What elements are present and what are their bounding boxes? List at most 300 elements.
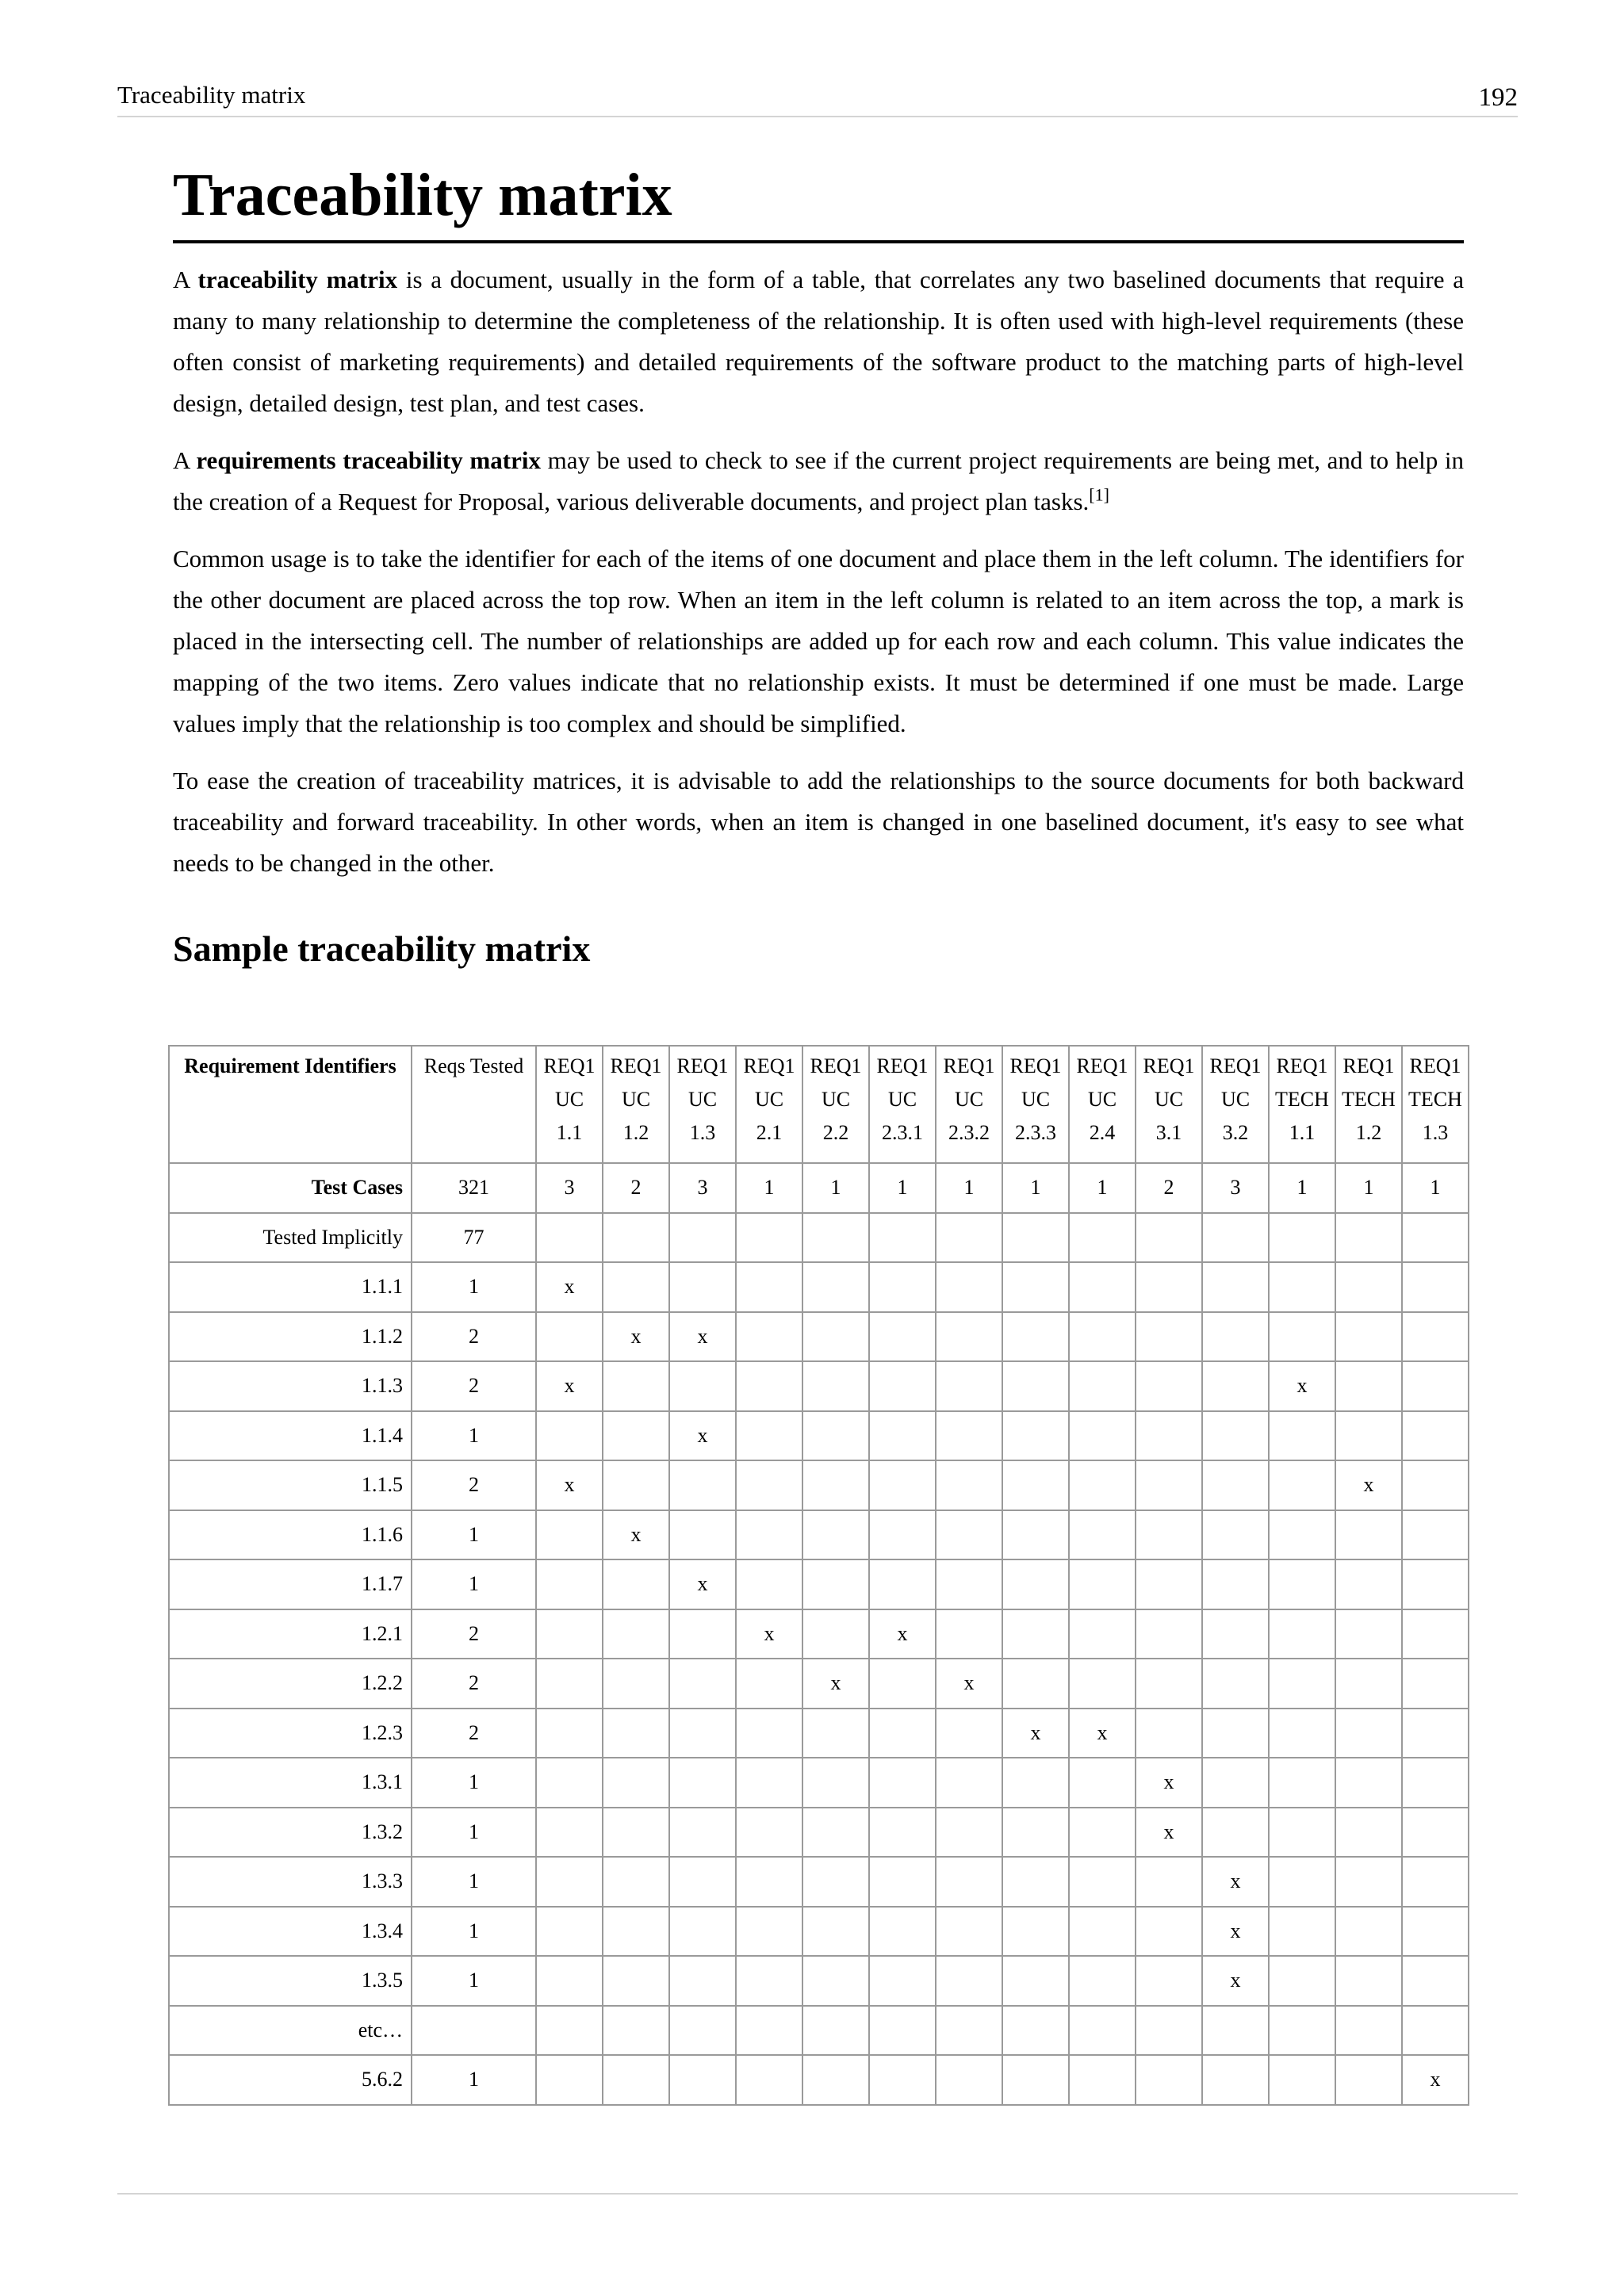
matrix-cell xyxy=(603,1758,669,1808)
matrix-cell xyxy=(1202,1659,1269,1709)
row-identifier: Test Cases xyxy=(169,1163,412,1213)
matrix-cell xyxy=(669,1361,736,1411)
matrix-cell xyxy=(1269,1411,1335,1461)
matrix-cell xyxy=(669,1510,736,1560)
matrix-cell xyxy=(1402,1659,1469,1709)
matrix-cell xyxy=(1335,1411,1402,1461)
section-heading: Sample traceability matrix xyxy=(173,928,591,969)
matrix-cell xyxy=(802,1956,869,2006)
matrix-cell xyxy=(1269,1956,1335,2006)
matrix-cell xyxy=(869,1659,936,1709)
running-header xyxy=(117,79,1518,117)
row-identifier: 1.2.3 xyxy=(169,1709,412,1758)
column-header-line: REQ1 xyxy=(610,1054,662,1077)
matrix-cell xyxy=(936,1956,1002,2006)
column-header-line: UC xyxy=(688,1088,718,1111)
matrix-cell: x xyxy=(936,1659,1002,1709)
matrix-cell xyxy=(1402,1312,1469,1362)
matrix-cell xyxy=(1335,1907,1402,1957)
matrix-cell: 1 xyxy=(736,1163,802,1213)
matrix-cell xyxy=(802,1758,869,1808)
corner-header: Requirement Identifiers xyxy=(169,1046,412,1163)
matrix-cell xyxy=(1002,1857,1069,1907)
matrix-cell xyxy=(1335,1312,1402,1362)
table-row xyxy=(169,1559,1469,1609)
matrix-cell xyxy=(869,1411,936,1461)
matrix-cell xyxy=(802,1559,869,1609)
matrix-cell xyxy=(1136,1213,1202,1263)
matrix-cell xyxy=(736,1956,802,2006)
matrix-cell xyxy=(869,1361,936,1411)
matrix-cell xyxy=(1002,1609,1069,1659)
reqs-tested-cell: 2 xyxy=(412,1361,536,1411)
reqs-tested-cell: 1 xyxy=(412,1510,536,1560)
row-identifier: 1.1.1 xyxy=(169,1262,412,1312)
matrix-cell: x xyxy=(1202,1857,1269,1907)
matrix-cell xyxy=(936,1312,1002,1362)
column-header xyxy=(669,1046,736,1163)
matrix-cell xyxy=(1402,1510,1469,1560)
matrix-cell xyxy=(936,2006,1002,2056)
column-header-line: REQ1 xyxy=(543,1054,596,1077)
matrix-cell xyxy=(802,1510,869,1560)
matrix-cell xyxy=(1002,1907,1069,1957)
matrix-cell: x xyxy=(603,1312,669,1362)
matrix-cell xyxy=(1202,1460,1269,1510)
column-header-line: REQ1 xyxy=(1409,1054,1461,1077)
matrix-cell xyxy=(736,1411,802,1461)
matrix-cell xyxy=(936,1411,1002,1461)
matrix-cell: x xyxy=(802,1659,869,1709)
matrix-cell xyxy=(1335,1609,1402,1659)
term-traceability-matrix: traceability matrix xyxy=(197,265,398,293)
matrix-cell xyxy=(603,1808,669,1858)
matrix-cell xyxy=(669,1857,736,1907)
matrix-cell: 1 xyxy=(1335,1163,1402,1213)
p2-rest: may be used to check to see if the current project requirements are being met, and to help in the creation of a Request for Proposal, various deliverable documents, and project plan tasks. xyxy=(173,446,1465,515)
row-identifier: 1.1.3 xyxy=(169,1361,412,1411)
table-header-row xyxy=(169,1046,1469,1163)
matrix-cell xyxy=(869,2055,936,2105)
matrix-cell xyxy=(1202,2055,1269,2105)
matrix-cell xyxy=(1335,1956,1402,2006)
matrix-cell xyxy=(536,1808,603,1858)
matrix-cell xyxy=(802,1808,869,1858)
column-header xyxy=(936,1046,1002,1163)
footer-rule xyxy=(117,2193,1518,2195)
matrix-cell xyxy=(1069,1808,1136,1858)
matrix-cell xyxy=(869,1312,936,1362)
column-header-line: UC xyxy=(821,1088,851,1111)
matrix-cell xyxy=(802,2055,869,2105)
row-identifier: 1.1.4 xyxy=(169,1411,412,1461)
reqs-tested-cell: 2 xyxy=(412,1709,536,1758)
matrix-cell xyxy=(1069,2055,1136,2105)
matrix-cell xyxy=(1335,1262,1402,1312)
matrix-cell xyxy=(1402,1808,1469,1858)
matrix-cell xyxy=(603,1857,669,1907)
matrix-cell xyxy=(536,1857,603,1907)
matrix-cell xyxy=(869,2006,936,2056)
matrix-cell: x xyxy=(1136,1808,1202,1858)
matrix-cell xyxy=(1269,1262,1335,1312)
matrix-cell: x xyxy=(1269,1361,1335,1411)
matrix-cell xyxy=(1136,1460,1202,1510)
matrix-cell xyxy=(669,1659,736,1709)
matrix-cell xyxy=(869,1559,936,1609)
reqs-tested-cell: 2 xyxy=(412,1609,536,1659)
column-header-line: REQ1 xyxy=(810,1054,862,1077)
reqs-tested-cell: 1 xyxy=(412,1411,536,1461)
matrix-cell xyxy=(802,2006,869,2056)
matrix-cell xyxy=(736,1907,802,1957)
column-header-line: 3.2 xyxy=(1222,1121,1249,1144)
matrix-cell xyxy=(536,1956,603,2006)
column-header xyxy=(1136,1046,1202,1163)
matrix-cell xyxy=(536,2006,603,2056)
table-row xyxy=(169,1262,1469,1312)
matrix-cell xyxy=(669,1262,736,1312)
matrix-cell xyxy=(536,1609,603,1659)
matrix-cell xyxy=(669,1609,736,1659)
matrix-cell xyxy=(1269,2055,1335,2105)
matrix-cell xyxy=(1335,1559,1402,1609)
matrix-cell xyxy=(1269,1559,1335,1609)
matrix-cell xyxy=(669,1808,736,1858)
row-identifier: 1.3.4 xyxy=(169,1907,412,1957)
matrix-cell xyxy=(736,1213,802,1263)
column-header xyxy=(1335,1046,1402,1163)
running-title: Traceability matrix xyxy=(117,81,306,109)
matrix-cell xyxy=(536,1709,603,1758)
matrix-cell xyxy=(936,1709,1002,1758)
matrix-cell xyxy=(1402,1213,1469,1263)
column-header-line: UC xyxy=(1021,1088,1051,1111)
column-header-line: REQ1 xyxy=(676,1054,729,1077)
matrix-cell xyxy=(802,1460,869,1510)
table-row xyxy=(169,1460,1469,1510)
reqs-tested-header: Reqs Tested xyxy=(412,1046,536,1163)
column-header-line: REQ1 xyxy=(1342,1054,1395,1077)
p1-rest: is a document, usually in the form of a table, that correlates any two baselined documents that require a many to many relationship to determine the completeness of the relationship. It is often used with high-level requirements (these often consist of marketing requirements) and detailed requirements of the software product to the matching parts of high-level design, detailed design, test plan, and test cases. xyxy=(173,265,1464,417)
matrix-cell xyxy=(1002,1808,1069,1858)
reqs-tested-cell: 1 xyxy=(412,1956,536,2006)
matrix-cell xyxy=(603,1609,669,1659)
matrix-cell xyxy=(1269,1709,1335,1758)
matrix-cell xyxy=(1136,1559,1202,1609)
column-header xyxy=(536,1046,603,1163)
matrix-cell xyxy=(1069,1411,1136,1461)
matrix-cell xyxy=(936,1857,1002,1907)
matrix-cell xyxy=(1069,1956,1136,2006)
matrix-cell xyxy=(1002,1460,1069,1510)
matrix-cell xyxy=(1002,1213,1069,1263)
matrix-cell xyxy=(1136,1609,1202,1659)
column-header-line: 2.1 xyxy=(756,1121,783,1144)
matrix-cell xyxy=(1002,1262,1069,1312)
matrix-cell: 2 xyxy=(603,1163,669,1213)
article-body xyxy=(173,163,1464,970)
matrix-cell xyxy=(1069,1460,1136,1510)
matrix-cell: x xyxy=(536,1460,603,1510)
matrix-cell xyxy=(1402,1956,1469,2006)
matrix-cell xyxy=(802,1857,869,1907)
matrix-cell xyxy=(1402,1907,1469,1957)
matrix-cell: 1 xyxy=(869,1163,936,1213)
column-header-line: REQ1 xyxy=(743,1054,795,1077)
column-header-line: TECH xyxy=(1275,1088,1329,1111)
column-header-line: REQ1 xyxy=(1009,1054,1062,1077)
matrix-cell xyxy=(1402,1857,1469,1907)
matrix-cell xyxy=(802,1262,869,1312)
matrix-cell xyxy=(1202,1312,1269,1362)
matrix-cell xyxy=(736,1857,802,1907)
matrix-cell xyxy=(1002,1659,1069,1709)
matrix-cell xyxy=(603,1659,669,1709)
matrix-cell xyxy=(1002,1510,1069,1560)
matrix-cell xyxy=(869,1709,936,1758)
matrix-cell xyxy=(1069,1857,1136,1907)
matrix-cell xyxy=(603,2055,669,2105)
table-row xyxy=(169,1411,1469,1461)
matrix-cell xyxy=(1269,1758,1335,1808)
matrix-cell xyxy=(1269,1213,1335,1263)
p2-lead: A xyxy=(173,446,197,474)
table-row xyxy=(169,1907,1469,1957)
matrix-cell: 3 xyxy=(1202,1163,1269,1213)
matrix-cell xyxy=(802,1213,869,1263)
reqs-tested-cell: 2 xyxy=(412,1659,536,1709)
matrix-cell: x xyxy=(1202,1956,1269,2006)
reqs-tested-cell: 1 xyxy=(412,1559,536,1609)
matrix-cell xyxy=(1402,1609,1469,1659)
column-header xyxy=(736,1046,802,1163)
matrix-cell xyxy=(1002,1361,1069,1411)
matrix-cell: 1 xyxy=(802,1163,869,1213)
matrix-cell xyxy=(936,2055,1002,2105)
matrix-cell xyxy=(1269,1907,1335,1957)
table-row xyxy=(169,1808,1469,1858)
matrix-cell xyxy=(1202,1361,1269,1411)
reqs-tested-cell: 1 xyxy=(412,1262,536,1312)
column-header xyxy=(1202,1046,1269,1163)
matrix-cell xyxy=(1202,1709,1269,1758)
intro-paragraph xyxy=(173,259,1464,424)
matrix-cell xyxy=(1202,1262,1269,1312)
matrix-cell: 1 xyxy=(936,1163,1002,1213)
table-row xyxy=(169,1213,1469,1263)
row-identifier: Tested Implicitly xyxy=(169,1213,412,1263)
matrix-cell xyxy=(1002,2006,1069,2056)
matrix-cell xyxy=(669,1907,736,1957)
table-row xyxy=(169,1857,1469,1907)
reqs-tested-cell: 321 xyxy=(412,1163,536,1213)
matrix-cell xyxy=(669,1709,736,1758)
matrix-cell: x xyxy=(669,1559,736,1609)
matrix-cell xyxy=(936,1559,1002,1609)
matrix-cell xyxy=(869,1857,936,1907)
matrix-cell xyxy=(1335,1510,1402,1560)
matrix-cell: x xyxy=(869,1609,936,1659)
matrix-cell xyxy=(869,1262,936,1312)
table-row xyxy=(169,1709,1469,1758)
table-row xyxy=(169,1659,1469,1709)
matrix-cell xyxy=(736,1808,802,1858)
matrix-cell xyxy=(1402,2006,1469,2056)
column-header-line: 2.3.1 xyxy=(882,1121,923,1144)
row-identifier: 1.1.7 xyxy=(169,1559,412,1609)
matrix-cell xyxy=(603,1907,669,1957)
matrix-cell xyxy=(1269,1659,1335,1709)
matrix-cell xyxy=(1069,1213,1136,1263)
matrix-cell xyxy=(869,1956,936,2006)
matrix-cell xyxy=(603,1411,669,1461)
matrix-cell xyxy=(1136,1709,1202,1758)
matrix-cell xyxy=(1136,2055,1202,2105)
matrix-cell xyxy=(1402,1758,1469,1808)
matrix-cell xyxy=(869,1808,936,1858)
matrix-cell: x xyxy=(536,1262,603,1312)
table-row xyxy=(169,1956,1469,2006)
matrix-cell: x xyxy=(536,1361,603,1411)
matrix-cell xyxy=(536,1907,603,1957)
matrix-cell xyxy=(1335,1709,1402,1758)
row-identifier: 1.3.5 xyxy=(169,1956,412,2006)
column-header-line: 2.2 xyxy=(822,1121,849,1144)
matrix-cell xyxy=(1402,1460,1469,1510)
row-identifier: 1.3.1 xyxy=(169,1758,412,1808)
matrix-cell xyxy=(603,1361,669,1411)
matrix-cell xyxy=(802,1907,869,1957)
matrix-cell xyxy=(1335,1361,1402,1411)
column-header-line: UC xyxy=(554,1088,584,1111)
matrix-cell xyxy=(1069,2006,1136,2056)
matrix-cell xyxy=(936,1758,1002,1808)
matrix-cell xyxy=(1335,1758,1402,1808)
article-title: Traceability matrix xyxy=(173,163,1464,243)
page-number: 192 xyxy=(1478,83,1518,112)
matrix-cell xyxy=(802,1709,869,1758)
matrix-cell: x xyxy=(1402,2055,1469,2105)
matrix-cell xyxy=(1402,1709,1469,1758)
matrix-cell xyxy=(1002,1559,1069,1609)
column-header-line: 1.1 xyxy=(1289,1121,1316,1144)
matrix-cell xyxy=(1202,1510,1269,1560)
matrix-cell xyxy=(1269,2006,1335,2056)
matrix-cell: 1 xyxy=(1269,1163,1335,1213)
column-header-line: UC xyxy=(887,1088,917,1111)
matrix-cell xyxy=(1269,1312,1335,1362)
matrix-cell xyxy=(936,1262,1002,1312)
reqs-tested-cell xyxy=(412,2006,536,2056)
matrix-cell xyxy=(1136,1857,1202,1907)
row-identifier: etc… xyxy=(169,2006,412,2056)
matrix-cell xyxy=(1335,1857,1402,1907)
matrix-cell xyxy=(536,1312,603,1362)
matrix-cell xyxy=(1069,1559,1136,1609)
matrix-cell xyxy=(736,1262,802,1312)
matrix-cell xyxy=(1069,1659,1136,1709)
matrix-cell xyxy=(1202,1808,1269,1858)
matrix-cell xyxy=(669,1758,736,1808)
matrix-cell: 1 xyxy=(1002,1163,1069,1213)
matrix-cell: x xyxy=(1202,1907,1269,1957)
reqs-tested-cell: 1 xyxy=(412,1907,536,1957)
table-row xyxy=(169,1163,1469,1213)
matrix-cell xyxy=(669,1956,736,2006)
column-header-line: 2.3.2 xyxy=(948,1121,990,1144)
matrix-cell xyxy=(536,1758,603,1808)
column-header-line: REQ1 xyxy=(1209,1054,1262,1077)
matrix-cell: 3 xyxy=(669,1163,736,1213)
matrix-cell: x xyxy=(1136,1758,1202,1808)
matrix-cell xyxy=(1402,1411,1469,1461)
row-identifier: 1.1.6 xyxy=(169,1510,412,1560)
column-header xyxy=(1002,1046,1069,1163)
matrix-cell xyxy=(1136,1907,1202,1957)
matrix-cell xyxy=(802,1609,869,1659)
matrix-cell xyxy=(1002,1411,1069,1461)
matrix-cell xyxy=(1002,2055,1069,2105)
matrix-cell xyxy=(736,1709,802,1758)
matrix-cell: x xyxy=(1335,1460,1402,1510)
matrix-cell xyxy=(869,1460,936,1510)
matrix-cell xyxy=(603,1956,669,2006)
matrix-cell xyxy=(1069,1510,1136,1560)
matrix-cell xyxy=(1335,2055,1402,2105)
matrix-cell xyxy=(1069,1262,1136,1312)
reqs-tested-cell: 1 xyxy=(412,1857,536,1907)
matrix-cell xyxy=(736,1361,802,1411)
reqs-tested-cell: 1 xyxy=(412,1758,536,1808)
matrix-cell xyxy=(1269,1857,1335,1907)
matrix-cell xyxy=(1269,1510,1335,1560)
matrix-cell xyxy=(1136,1411,1202,1461)
reference-link[interactable]: [1] xyxy=(1089,484,1109,505)
matrix-cell xyxy=(869,1758,936,1808)
column-header-line: REQ1 xyxy=(1076,1054,1128,1077)
p1-lead: A xyxy=(173,265,198,293)
ease-paragraph: To ease the creation of traceability matrices, it is advisable to add the relationships to the source documents for both backward traceability and forward traceability. In other words, when an item is changed in one baselined document, it's easy to see what needs to be changed in the other. xyxy=(173,766,1464,877)
matrix-cell xyxy=(1335,1659,1402,1709)
reqs-tested-cell: 1 xyxy=(412,1808,536,1858)
column-header-line: 2.3.3 xyxy=(1015,1121,1056,1144)
matrix-cell xyxy=(1202,2006,1269,2056)
row-identifier: 1.2.1 xyxy=(169,1609,412,1659)
row-identifier: 1.1.2 xyxy=(169,1312,412,1362)
matrix-cell: x xyxy=(736,1609,802,1659)
column-header-line: TECH xyxy=(1408,1088,1462,1111)
matrix-cell xyxy=(1335,2006,1402,2056)
matrix-cell xyxy=(669,2055,736,2105)
column-header xyxy=(1069,1046,1136,1163)
matrix-cell xyxy=(1069,1758,1136,1808)
matrix-cell xyxy=(603,1213,669,1263)
matrix-cell xyxy=(736,1559,802,1609)
matrix-cell xyxy=(1136,2006,1202,2056)
column-header-line: UC xyxy=(1220,1088,1251,1111)
matrix-cell: 3 xyxy=(536,1163,603,1213)
matrix-cell xyxy=(603,1460,669,1510)
column-header-line: REQ1 xyxy=(1276,1054,1328,1077)
matrix-cell xyxy=(1136,1956,1202,2006)
column-header-line: REQ1 xyxy=(1143,1054,1195,1077)
matrix-cell xyxy=(1002,1956,1069,2006)
matrix-cell xyxy=(1335,1213,1402,1263)
matrix-cell xyxy=(736,2055,802,2105)
matrix-cell xyxy=(936,1460,1002,1510)
matrix-cell xyxy=(536,1411,603,1461)
